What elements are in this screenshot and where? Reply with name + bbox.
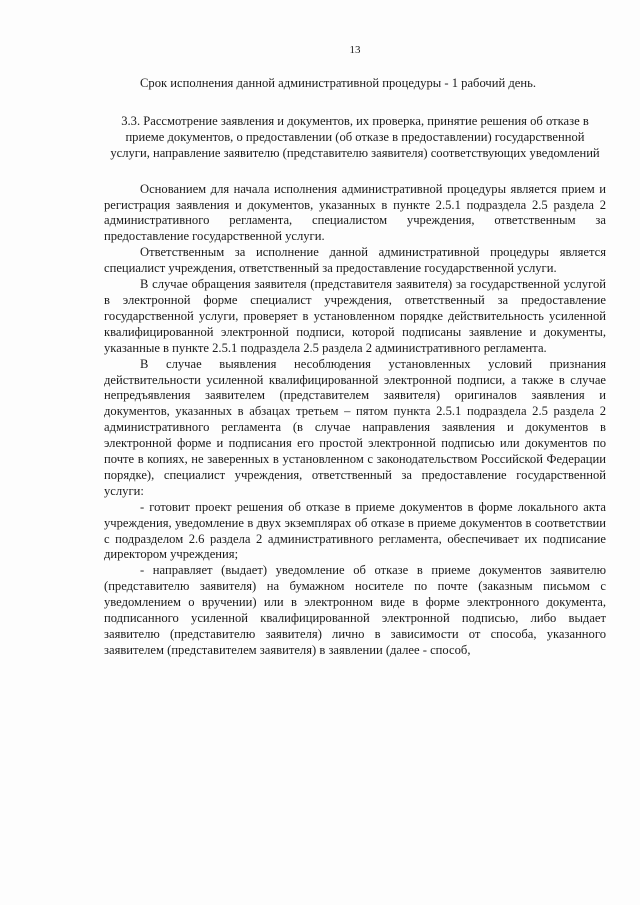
list-item-prepare-decision: - готовит проект решения об отказе в приеме документов в форме локального акта учреждения, уведомление в двух экземплярах об отказе в приеме документов в соответствии с подразделом 2.6 раздела 2 административного регламента, обеспечивает их подписание директором учреждения; [104, 499, 606, 562]
section-heading-3-3: 3.3. Рассмотрение заявления и документов, их проверка, принятие решения об отказе в приеме документов, о предоставлении (об отказе в предоставлении) государственной услуги, направление заявителю (представителю заявителя) соответствующих уведомлений [110, 113, 600, 160]
paragraph-electronic-form: В случае обращения заявителя (представителя заявителя) за государственной услугой в электронной форме специалист учреждения, ответственный за предоставление государственной услуги, проверяет в установленном порядке действительность усиленной квалифицированной электронной подписи, которой подписаны заявление и документы, указанные в пункте 2.5.1 подраздела 2.5 раздела 2 административного регламента. [104, 277, 606, 355]
page-number: 13 [349, 44, 361, 56]
paragraph-deadline: Срок исполнения данной административной процедуры - 1 рабочий день. [140, 76, 537, 90]
paragraph-responsible: Ответственным за исполнение данной административной процедуры является специалист учреждения, ответственный за предоставление государственной услуги. [104, 245, 606, 276]
list-item-send-notice: - направляет (выдает) уведомление об отказе в приеме документов заявителю (представителю заявителя) на бумажном носителе по почте (заказным письмом с уведомлением о вручении) или в электронном виде в форме электронного документа, подписанного усиленной квалифицированной электронной подписью, либо выдает заявителю (представителю заявителя) лично в зависимости от способа, указанного заявителем (представителем заявителя) в заявлении (далее - способ, [104, 563, 606, 657]
paragraph-basis: Основанием для начала исполнения административной процедуры является прием и регистрация заявления и документов, указанных в пункте 2.5.1 подраздела 2.5 раздела 2 административного регламента, специалистом учреждения, ответственным за предоставление государственной услуги. [104, 181, 606, 244]
paragraph-noncompliance: В случае выявления несоблюдения установленных условий признания действительности усиленной квалифицированной электронной подписи, а также в случае непредъявления заявителем (представителем заявителя) оригиналов заявления и документов, указанных в абзацах третьем – пятом пункта 2.5.1 подраздела 2.5 раздела 2 административного регламента (в случае направления заявления и документов в электронной форме и подписания его простой электронной подписью или документов по почте в копиях, не заверенных в установленном с законодательством Российской Федерации порядке), специалист учреждения, ответственный за предоставление государственной услуги: [104, 356, 606, 498]
